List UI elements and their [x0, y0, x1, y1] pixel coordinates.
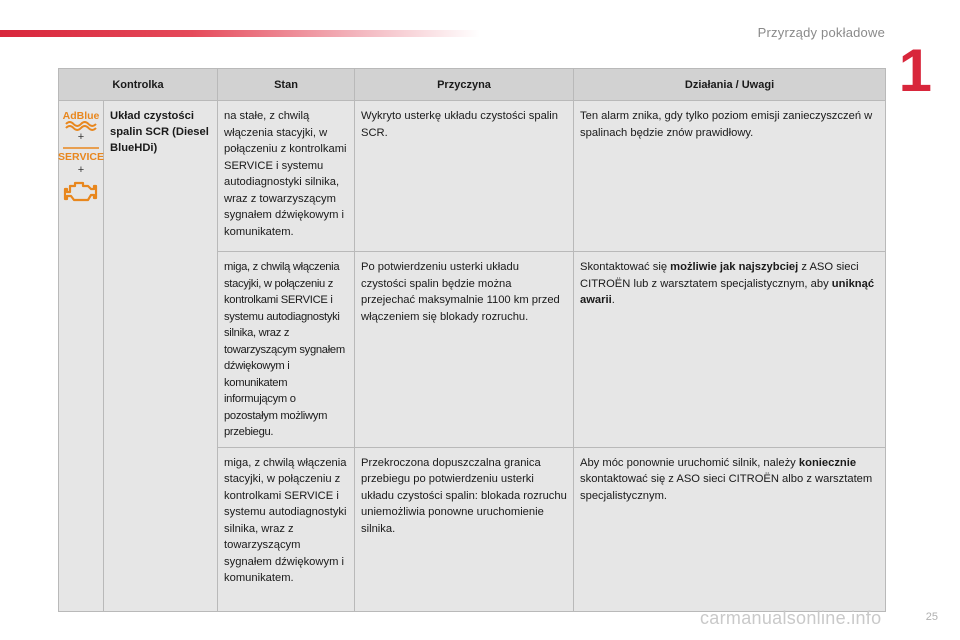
indicator-name: Układ czystości spalin SCR (Diesel BlueHDi) — [110, 110, 209, 154]
plus-sign: + — [77, 131, 85, 143]
cause-cell: Przekroczona dopuszczalna granica przebiegu po potwierdzeniu usterki układu czystości spalin: blokada rozruchu uniemożliwia ponowne uruchomienie silnika. — [355, 447, 574, 611]
indicator-icons-cell — [59, 101, 104, 612]
column-header-kontrolka: Kontrolka — [59, 69, 218, 101]
chapter-number: 1 — [898, 37, 932, 104]
state-cell: miga, z chwilą włączenia stacyjki, w połączeniu z kontrolkami SERVICE i systemu autodiagnostyki silnika, wraz z towarzyszącym sygnałem dźwiękowym i komunikatem informującym o pozostałym możliwym przebiegu. — [218, 252, 355, 448]
page-number: 25 — [925, 611, 938, 623]
action-cell — [574, 447, 886, 611]
warning-lights-table — [58, 68, 886, 612]
action-emphasis: możliwie jak najszybciej — [670, 261, 799, 273]
action-text: skontaktować się z ASO sieci CITROËN albo z warsztatem specjalistycznym. — [580, 473, 873, 502]
state-cell: na stałe, z chwilą włączenia stacyjki, w połączeniu z kontrolkami SERVICE i systemu autodiagnostyki silnika, wraz z towarzyszącym sygnałem dźwiękowym i komunikatem. — [218, 101, 355, 252]
adblue-icon — [61, 109, 101, 131]
action-text: z ASO sieci CITROËN lub z warsztatem specjalistycznym, aby — [580, 261, 859, 290]
plus-sign: + — [77, 164, 85, 176]
adblue-icon-label: AdBlue — [62, 110, 100, 122]
state-cell: miga, z chwilą włączenia stacyjki, w połączeniu z kontrolkami SERVICE i systemu autodiagnostyki silnika, wraz z towarzyszącym sygnałem dźwiękowym i komunikatem. — [218, 447, 355, 611]
watermark: carmanualsonline.info — [700, 608, 882, 628]
chapter-title: Przyrządy pokładowe — [757, 25, 885, 40]
service-icon — [58, 144, 104, 164]
action-emphasis: koniecznie — [798, 456, 857, 469]
action-text: Skontaktować się — [580, 261, 671, 273]
action-text: Aby móc ponownie uruchomić silnik, należy — [580, 456, 799, 469]
action-text: . — [611, 294, 615, 306]
engine-check-icon — [63, 177, 99, 205]
column-header-przyczyna: Przyczyna — [355, 69, 574, 101]
table-row — [59, 101, 886, 252]
action-cell: Ten alarm znika, gdy tylko poziom emisji zanieczyszczeń w spalinach będzie znów prawidłowy. — [574, 101, 886, 252]
column-header-stan: Stan — [218, 69, 355, 101]
table-header-row — [59, 69, 886, 101]
service-icon-label: SERVICE — [58, 151, 104, 163]
indicator-name-cell — [104, 101, 218, 612]
cause-cell: Po potwierdzeniu usterki układu czystości spalin będzie można przejechać maksymalnie 1100 km przed włączeniem się blokady rozruchu. — [355, 252, 574, 448]
action-cell — [574, 252, 886, 448]
chapter-color-bar — [0, 30, 480, 37]
action-emphasis: uniknąć awarii — [580, 277, 875, 306]
column-header-dzialania: Działania / Uwagi — [574, 69, 886, 101]
cause-cell: Wykryto usterkę układu czystości spalin SCR. — [355, 101, 574, 252]
